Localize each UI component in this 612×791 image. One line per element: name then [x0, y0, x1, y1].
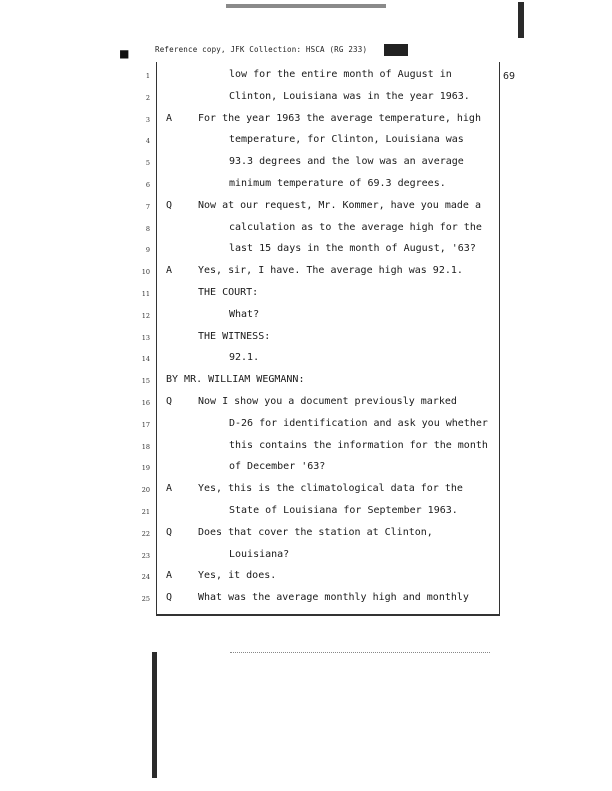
line-number: 13	[141, 333, 150, 342]
speaker-marker: Q	[166, 396, 173, 407]
line-number: 6	[145, 181, 150, 189]
line-text: 92.1.	[229, 352, 260, 364]
line-text: THE WITNESS:	[198, 330, 271, 342]
redaction-stamp	[384, 44, 408, 56]
line-number: 4	[145, 137, 150, 146]
transcript-line	[0, 262, 612, 284]
transcript-line	[0, 131, 612, 153]
speaker-marker: A	[166, 570, 173, 582]
line-text: What was the average monthly high and monthly	[198, 592, 469, 604]
line-number: 23	[141, 551, 150, 560]
line-number: 1	[145, 72, 150, 80]
line-text: low for the entire month of August in	[229, 69, 452, 80]
speaker-marker: A	[166, 112, 173, 124]
transcript-line	[0, 349, 612, 371]
speaker-marker: Q	[166, 592, 173, 604]
transcript-line	[0, 393, 612, 415]
line-number: 22	[141, 529, 150, 538]
line-text: Does that cover the station at Clinton,	[198, 526, 433, 538]
transcript-line	[0, 219, 612, 241]
line-number: 10	[141, 268, 150, 277]
speaker-marker: A	[166, 265, 173, 277]
transcript-line	[0, 546, 612, 568]
line-text: Now at our request, Mr. Kommer, have you made a	[198, 199, 481, 211]
line-text: this contains the information for the month	[229, 439, 488, 451]
transcript-line	[0, 524, 612, 546]
line-number: 14	[141, 355, 150, 364]
transcript-line	[0, 110, 612, 132]
transcript-line	[0, 284, 612, 306]
line-number: 11	[141, 290, 150, 298]
line-text: For the year 1963 the average temperature, high	[198, 112, 481, 124]
line-number: 24	[141, 573, 150, 582]
line-number: 19	[141, 464, 150, 473]
scan-bottom-marks	[230, 652, 490, 655]
line-number: 17	[141, 420, 150, 429]
line-number: 21	[141, 508, 150, 516]
speaker-marker: A	[166, 483, 173, 495]
line-number: 12	[141, 311, 150, 320]
line-text: minimum temperature of 69.3 degrees.	[229, 178, 446, 189]
line-number: 25	[141, 595, 150, 604]
scan-bottom-bar	[152, 652, 157, 778]
line-text: D-26 for identification and ask you whether	[229, 417, 488, 429]
transcript-line	[0, 197, 612, 219]
scan-top-smudge	[226, 4, 386, 8]
transcript-line	[0, 458, 612, 480]
line-number: 8	[145, 224, 150, 233]
line-text: BY MR. WILLIAM WEGMANN:	[166, 374, 305, 386]
line-text: temperature, for Clinton, Louisiana was	[229, 134, 464, 146]
transcript-line	[0, 153, 612, 175]
line-number: 5	[145, 159, 150, 168]
scan-right-edge-mark	[518, 2, 524, 38]
line-text: Now I show you a document previously marked	[198, 396, 457, 407]
line-text: THE COURT:	[198, 287, 259, 298]
line-number: 18	[141, 442, 150, 451]
line-number: 16	[141, 399, 150, 407]
transcript-line	[0, 371, 612, 393]
line-text: Louisiana?	[229, 548, 290, 560]
line-number: 2	[145, 93, 150, 102]
transcript-line	[0, 306, 612, 328]
line-text: last 15 days in the month of August, '63?	[229, 243, 476, 255]
line-text: Yes, it does.	[198, 570, 277, 582]
line-number: 15	[141, 377, 150, 386]
page-number: 69	[503, 71, 516, 82]
reference-header: Reference copy, JFK Collection: HSCA (RG 233)	[155, 45, 368, 54]
line-number: 20	[141, 486, 150, 495]
transcript-line	[0, 175, 612, 197]
line-text: 93.3 degrees and the low was an average	[229, 156, 464, 168]
transcript-line	[0, 66, 612, 88]
line-text: of December '63?	[229, 461, 326, 473]
transcript-line	[0, 567, 612, 589]
line-text: State of Louisiana for September 1963.	[229, 505, 458, 516]
speaker-marker: Q	[166, 526, 173, 538]
line-text: Yes, this is the climatological data for the	[198, 483, 463, 495]
line-number: 9	[145, 246, 150, 255]
transcript-line	[0, 240, 612, 262]
line-number: 3	[145, 115, 150, 124]
transcript-line	[0, 589, 612, 611]
transcript-line	[0, 328, 612, 350]
line-number: 7	[145, 202, 150, 211]
transcript-line	[0, 480, 612, 502]
transcript-line	[0, 437, 612, 459]
transcript-line	[0, 502, 612, 524]
corner-stamp-icon: ■	[120, 46, 129, 62]
speaker-marker: Q	[166, 199, 173, 211]
line-text: Clinton, Louisiana was in the year 1963.	[229, 90, 470, 102]
line-text: Yes, sir, I have. The average high was 92.1.	[198, 265, 463, 277]
transcript-line	[0, 415, 612, 437]
line-text: calculation as to the average high for the	[229, 221, 482, 233]
line-text: What?	[229, 308, 260, 320]
transcript-line	[0, 88, 612, 110]
